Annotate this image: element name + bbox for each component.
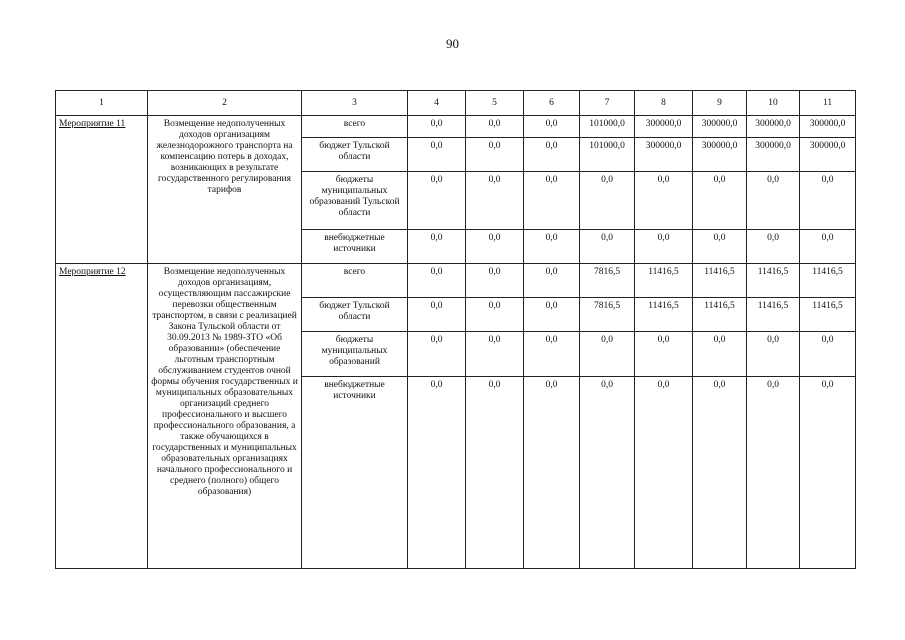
- table-row: [56, 264, 856, 298]
- value-cell: 300000,0: [693, 138, 747, 172]
- value-cell: 0,0: [524, 377, 580, 569]
- value-cell: 0,0: [408, 264, 466, 298]
- value-cell: 0,0: [800, 377, 856, 569]
- value-cell: 300000,0: [747, 116, 800, 138]
- value-cell: 0,0: [524, 298, 580, 332]
- value-cell: 0,0: [408, 230, 466, 264]
- value-cell: 0,0: [466, 332, 524, 377]
- value-cell: 0,0: [524, 230, 580, 264]
- value-cell: 11416,5: [693, 264, 747, 298]
- value-cell: 0,0: [466, 230, 524, 264]
- value-cell: 0,0: [524, 138, 580, 172]
- column-header: 3: [302, 91, 408, 116]
- value-cell: 0,0: [747, 377, 800, 569]
- value-cell: 0,0: [466, 298, 524, 332]
- value-cell: 0,0: [408, 116, 466, 138]
- value-cell: 0,0: [466, 377, 524, 569]
- funding-source: бюджет Тульской области: [302, 138, 408, 172]
- value-cell: 300000,0: [635, 138, 693, 172]
- column-header: 1: [56, 91, 148, 116]
- value-cell: 11416,5: [747, 298, 800, 332]
- measure-name: [56, 264, 148, 569]
- value-cell: 0,0: [635, 332, 693, 377]
- measure-description: Возмещение недополученных доходов организациям железнодорожного транспорта на компенсацию потерь в доходах, возникающих в результате государственного регулирования тарифов: [148, 116, 302, 264]
- column-header: 2: [148, 91, 302, 116]
- value-cell: 300000,0: [747, 138, 800, 172]
- value-cell: 11416,5: [747, 264, 800, 298]
- budget-table: [55, 90, 856, 569]
- measure-name-label: Мероприятие 12: [59, 267, 126, 277]
- value-cell: 0,0: [747, 172, 800, 230]
- column-header: 8: [635, 91, 693, 116]
- column-header: 6: [524, 91, 580, 116]
- value-cell: 0,0: [580, 172, 635, 230]
- measure-description: Возмещение недополученных доходов организациям, осуществляющим пассажирские перевозки общественным транспортом, в связи с реализацией Закона Тульской области от 30.09.2013 № 1989-ЗТО «Об образовании» (обеспечение льготным транспортным обслуживанием студентов очной формы обучения государственных и муниципальных образовательных организаций среднего профессионального и высшего профессионального образования, а также обучающихся в государственных и муниципальных образовательных организациях начального профессионального и среднего (полного) общего образования): [148, 264, 302, 569]
- header-row: [56, 91, 856, 116]
- measure-name: [56, 116, 148, 264]
- value-cell: 0,0: [800, 332, 856, 377]
- value-cell: 7816,5: [580, 264, 635, 298]
- table-row: [56, 116, 856, 138]
- value-cell: 0,0: [466, 116, 524, 138]
- value-cell: 0,0: [580, 377, 635, 569]
- value-cell: 300000,0: [635, 116, 693, 138]
- value-cell: 0,0: [408, 138, 466, 172]
- value-cell: 0,0: [408, 377, 466, 569]
- value-cell: 0,0: [635, 172, 693, 230]
- column-header: 7: [580, 91, 635, 116]
- column-header: 5: [466, 91, 524, 116]
- value-cell: 0,0: [693, 172, 747, 230]
- value-cell: 300000,0: [800, 116, 856, 138]
- value-cell: 0,0: [408, 172, 466, 230]
- value-cell: 0,0: [466, 264, 524, 298]
- page-number: 90: [446, 36, 459, 51]
- value-cell: 0,0: [693, 230, 747, 264]
- value-cell: 0,0: [524, 116, 580, 138]
- funding-source: бюджеты муниципальных образований Тульской области: [302, 172, 408, 230]
- funding-source: всего: [302, 264, 408, 298]
- value-cell: 0,0: [524, 172, 580, 230]
- value-cell: 0,0: [693, 332, 747, 377]
- value-cell: 11416,5: [693, 298, 747, 332]
- value-cell: 0,0: [524, 264, 580, 298]
- value-cell: 0,0: [693, 377, 747, 569]
- value-cell: 0,0: [635, 377, 693, 569]
- value-cell: 0,0: [408, 332, 466, 377]
- value-cell: 0,0: [635, 230, 693, 264]
- funding-source: внебюджетные источники: [302, 377, 408, 569]
- value-cell: 0,0: [408, 298, 466, 332]
- value-cell: 11416,5: [800, 298, 856, 332]
- value-cell: 101000,0: [580, 138, 635, 172]
- value-cell: 0,0: [580, 230, 635, 264]
- value-cell: 7816,5: [580, 298, 635, 332]
- value-cell: 11416,5: [635, 264, 693, 298]
- value-cell: 0,0: [800, 230, 856, 264]
- value-cell: 0,0: [466, 172, 524, 230]
- funding-source: всего: [302, 116, 408, 138]
- measure-name-label: Мероприятие 11: [59, 119, 126, 129]
- value-cell: 0,0: [747, 230, 800, 264]
- value-cell: 0,0: [466, 138, 524, 172]
- value-cell: 11416,5: [800, 264, 856, 298]
- funding-source: бюджеты муниципальных образований: [302, 332, 408, 377]
- value-cell: 0,0: [524, 332, 580, 377]
- column-header: 9: [693, 91, 747, 116]
- value-cell: 300000,0: [693, 116, 747, 138]
- value-cell: 101000,0: [580, 116, 635, 138]
- funding-source: бюджет Тульской области: [302, 298, 408, 332]
- funding-source: внебюджетные источники: [302, 230, 408, 264]
- column-header: 10: [747, 91, 800, 116]
- value-cell: 0,0: [747, 332, 800, 377]
- value-cell: 300000,0: [800, 138, 856, 172]
- column-header: 4: [408, 91, 466, 116]
- column-header: 11: [800, 91, 856, 116]
- value-cell: 0,0: [800, 172, 856, 230]
- value-cell: 11416,5: [635, 298, 693, 332]
- value-cell: 0,0: [580, 332, 635, 377]
